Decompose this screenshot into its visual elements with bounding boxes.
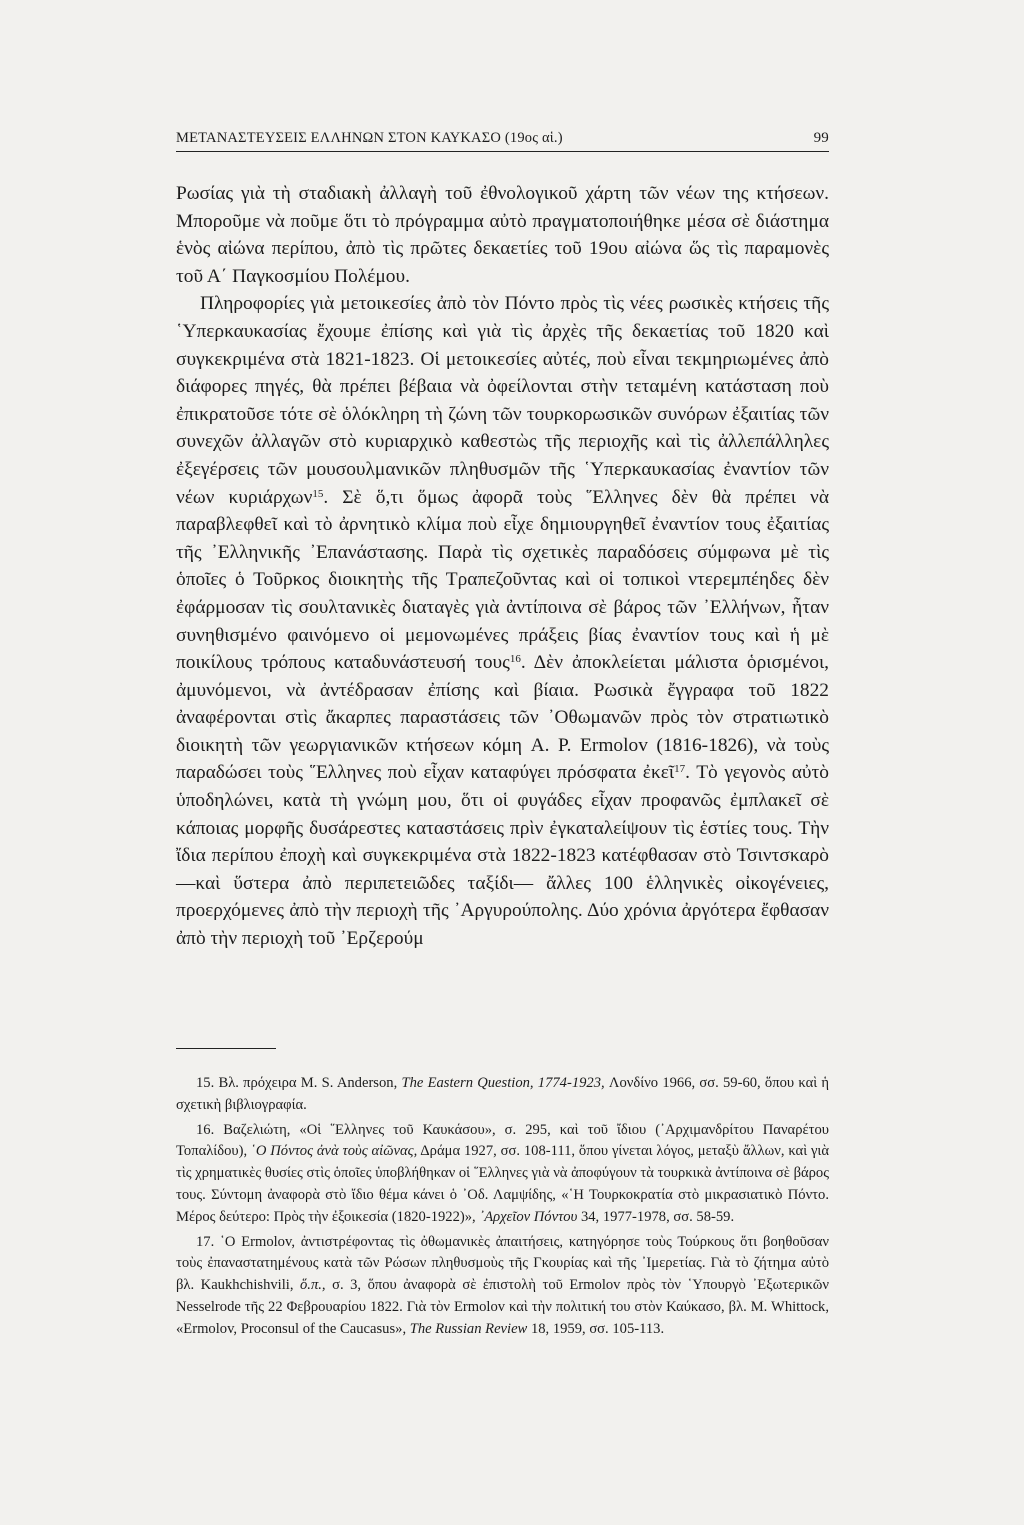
footnote-17-text-b: σ. 3, ὅπου ἀναφορὰ σὲ ἐπιστολὴ τοῦ Ermolov πρὸς τὸν ῾Υπουργὸ ᾿Εξωτερικῶν Nesselrode τῆς 22 Φεβρουαρίου 1822. Γιὰ τὸν Ermolov καὶ τὴν πολιτική του στὸν Καύκασο, βλ. M. Whittock, «Ermolov, Proconsul of the Caucasus»,: [176, 1277, 829, 1337]
footnote-17-op-cit: ὅ.π.,: [300, 1277, 326, 1294]
running-title: ΜΕΤΑΝΑΣΤΕΥΣΕΙΣ ΕΛΛΗΝΩΝ ΣΤΟΝ ΚΑΥΚΑΣΟ (19ος αἱ.): [176, 130, 563, 146]
footnote-separator: [176, 1048, 276, 1049]
footnote-16-text-b: Δράμα 1927, σσ. 108-111, ὅπου γίνεται λόγος, μεταξὺ ἄλλων, καὶ γιὰ τὶς χρηματικὲς θυσίες στὶς ὁποῖες ὑποβλήθηκαν οἱ ῞Ελληνες γιὰ νὰ ἀποφύγουν τὰ τουρκικὰ ἀντίποινα σὲ βάρος τους. Σύντομη ἀναφορὰ στὸ ἴδιο θέμα κάνει ὁ ᾿Οδ. Λαμψίδης, «῾Η Τουρκοκρατία στὸ μικρασιατικὸ Πόντο. Μέρος δεύτερο: Πρὸς τὴν ἐξοικεσία (1820-1922)»,: [176, 1143, 829, 1225]
paragraph-2-part-a: Πληροφορίες γιὰ μετοικεσίες ἀπὸ τὸν Πόντο πρὸς τὶς νέες ρωσικὲς κτήσεις τῆς ῾Υπερκαυκασίας ἔχουμε ἐπίσης καὶ γιὰ τὶς ἀρχὲς τῆς δεκαετίας τοῦ 1820 καὶ συγκεκριμένα στὰ 1821-1823. Οἱ μετοικεσίες αὐτές, ποὺ εἶναι τεκμηριωμένες ἀπὸ διάφορες πηγές, θὰ πρέπει βέβαια νὰ ὀφείλονται στὴν τεταμένη κατάσταση ποὺ ἐπικρατοῦσε τότε σὲ ὁλόκληρη τὴ ζώνη τῶν τουρκορωσικῶν συνόρων ἐξαιτίας τῶν συνεχῶν ἀλλαγῶν στὸ κυριαρχικὸ καθεστὼς τῆς περιοχῆς καὶ τὶς ἀλλεπάλληλες ἐξεγέρσεις τῶν μουσουλμανικῶν πληθυσμῶν τῆς ῾Υπερκαυκασίας ἐναντίον τῶν νέων κυριάρχων: [176, 293, 829, 508]
paragraph-2-part-b: . Σὲ ὅ,τι ὅμως ἀφορᾶ τοὺς ῞Ελληνες δὲν θὰ πρέπει νὰ παραβλεφθεῖ καὶ τὸ ἀρνητικὸ κλίμα ποὺ εἶχε δημιουργηθεῖ ἐναντίον τους ἐξαιτίας τῆς ᾿Ελληνικῆς ᾿Επανάστασης. Παρὰ τὶς σχετικὲς παραδόσεις σύμφωνα μὲ τὶς ὁποῖες ὁ Τοῦρκος διοικητὴς τῆς Τραπεζοῦντας καὶ οἱ τοπικοὶ ντερεμπέηδες δὲν ἐφάρμοσαν τὶς σουλτανικὲς διαταγὲς γιὰ ἀντίποινα σὲ βάρος τῶν ᾿Ελλήνων, ἦταν συνηθισμένο φαινόμενο οἱ μεμονωμένες πράξεις βίας ἐναντίον τους καὶ ἡ μὲ ποικίλους τρόπους καταδυνάστευσή τους: [176, 486, 829, 674]
footnote-15: [176, 1073, 829, 1117]
page-number: 99: [813, 130, 829, 146]
footnote-15-title: The Eastern Question, 1774-1923,: [401, 1075, 605, 1091]
paragraph-2-part-c: . Δὲν ἀποκλείεται μάλιστα ὁρισμένοι, ἀμυνόμενοι, νὰ ἀντέδρασαν ἐπίσης καὶ βίαια. Ρωσικὰ ἔγγραφα τοῦ 1822 ἀναφέρονται στὶς ἄκαρπες παραστάσεις τῶν ᾿Οθωμανῶν πρὸς τὸν στρατιωτικὸ διοικητὴ τῶν γεωργιανικῶν κτήσεων κόμη A. P. Ermolov (1816-1826), νὰ τοὺς παραδώσει τοὺς ῞Ελληνες ποὺ εἶχαν καταφύγει πρόσφατα ἐκεῖ: [176, 652, 830, 784]
paragraph-1: Ρωσίας γιὰ τὴ σταδιακὴ ἀλλαγὴ τοῦ ἐθνολογικοῦ χάρτη τῶν νέων της κτήσεων. Μποροῦμε νὰ ποῦμε ὅτι τὸ πρόγραμμα αὐτὸ πραγματοποιήθηκε μέσα σὲ διάστημα ἑνὸς αἰώνα περίπου, ἀπὸ τὶς πρῶτες δεκαετίες τοῦ 19ου αἰώνα ὥς τὶς παραμονὲς τοῦ Α΄ Παγκοσμίου Πολέμου.: [176, 183, 829, 287]
footnote-17-text-a: 17. ῾Ο Ermolov, ἀντιστρέφοντας τὶς ὀθωμανικὲς ἀπαιτήσεις, κατηγόρησε τοὺς Τούρκους ὅτι βοηθοῦσαν τοὺς ἐπαναστατημένους κατὰ τῶν Ρώσων πληθυσμοὺς τῆς Γκουρίας καὶ τῆς ᾿Ιμερετίας. Γιὰ τὸ ζήτημα αὐτὸ βλ. Kaukhchishvili,: [176, 1233, 829, 1294]
footnote-17: [176, 1232, 829, 1341]
footnote-16-title-1: ῾Ο Πόντος ἀνὰ τοὺς αἰῶνας,: [251, 1143, 418, 1160]
footnote-ref-15[interactable]: 15: [312, 487, 324, 500]
footnote-16-text-a: 16. Βαζελιώτη, «Οἱ ῞Ελληνες τοῦ Καυκάσου», σ. 295, καὶ τοῦ ἴδιου (᾿Αρχιμανδρίτου Παναρέτου Τοπαλίδου),: [176, 1121, 829, 1160]
paragraph-2-part-d: . Τὸ γεγονὸς αὐτὸ ὑποδηλώνει, κατὰ τὴ γνώμη μου, ὅτι οἱ φυγάδες εἶχαν προφανῶς ἐμπλακεῖ σὲ κάποιας μορφῆς δυσάρεστες καταστάσεις πρὶν ἐγκαταλείψουν τὶς ἑστίες τους. Τὴν ἴδια περίπου ἐποχὴ καὶ συγκεκριμένα στὰ 1822-1823 κατέφθασαν στὸ Τσιντσκαρὸ —καὶ ὕστερα ἀπὸ περιπετειῶδες ταξίδι— ἄλλες 100 ἑλληνικὲς οἰκογένειες, προερχόμενες ἀπὸ τὴν περιοχὴ τῆς ᾿Αργυρούπολης. Δύο χρόνια ἀργότερα ἔφθασαν ἀπὸ τὴν περιοχὴ τοῦ ᾿Ερζερούμ: [176, 762, 829, 950]
footnote-17-journal: The Russian Review: [409, 1320, 528, 1337]
footnote-17-text-c: 18, 1959, σσ. 105-113.: [527, 1320, 665, 1337]
footnote-16-text-c: 34, 1977-1978, σσ. 58-59.: [577, 1208, 735, 1225]
running-header: [176, 130, 829, 152]
footnote-ref-16[interactable]: 16: [509, 653, 521, 666]
main-text: [176, 180, 829, 953]
footnote-15-text-a: 15. Βλ. πρόχειρα M. S. Anderson,: [196, 1075, 402, 1091]
footnote-15-text-b: Λονδίνο 1966, σσ. 59-60, ὅπου καὶ ἡ σχετικὴ βιβλιογραφία.: [176, 1075, 830, 1113]
footnote-16-title-2: ᾿Αρχεῖον Πόντου: [479, 1208, 578, 1225]
footnote-16: [176, 1120, 829, 1229]
footnotes: [176, 1073, 829, 1344]
paragraph-2: [176, 290, 829, 952]
footnote-ref-17[interactable]: 17: [674, 763, 686, 776]
